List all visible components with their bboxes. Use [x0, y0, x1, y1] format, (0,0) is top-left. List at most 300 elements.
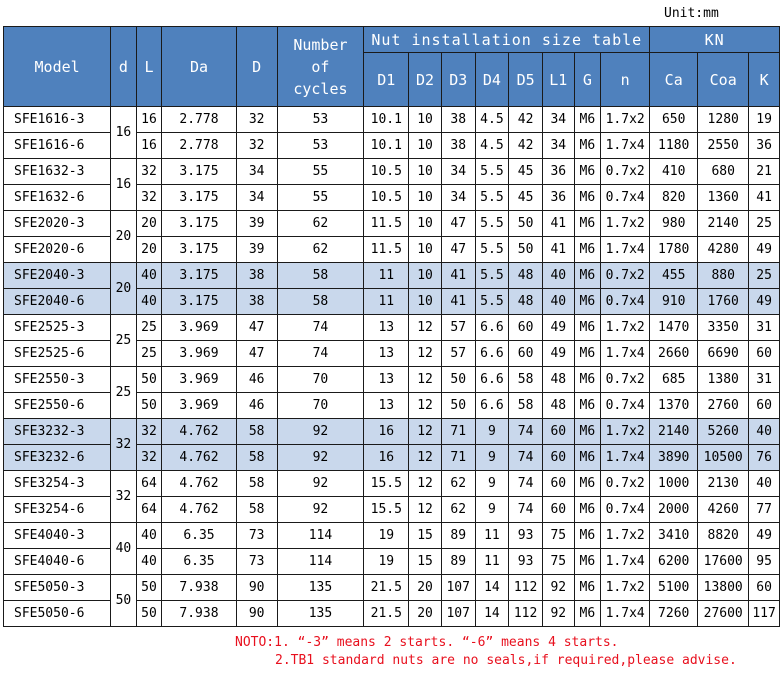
cell-cycles: 92 [277, 497, 364, 523]
cell-n: 0.7x2 [601, 263, 650, 289]
cell-L: 20 [136, 211, 162, 237]
cell-D1: 11.5 [364, 211, 409, 237]
cell-G: M6 [574, 341, 601, 367]
cell-D1: 11.5 [364, 237, 409, 263]
cell-K: 49 [749, 289, 780, 315]
cell-model: SFE1616-6 [4, 133, 111, 159]
cell-D1: 10.1 [364, 107, 409, 133]
cell-cycles: 114 [277, 523, 364, 549]
cell-D1: 13 [364, 315, 409, 341]
cell-D: 47 [236, 341, 277, 367]
cell-D3: 41 [441, 263, 475, 289]
cell-G: M6 [574, 523, 601, 549]
cell-G: M6 [574, 601, 601, 627]
cell-K: 40 [749, 419, 780, 445]
cell-L1: 36 [542, 185, 574, 211]
cell-D1: 13 [364, 393, 409, 419]
cell-D1: 15.5 [364, 471, 409, 497]
table-row [4, 315, 780, 341]
cell-D1: 10.5 [364, 159, 409, 185]
cell-D4: 6.6 [475, 341, 509, 367]
cell-D2: 20 [409, 575, 442, 601]
cell-Ca: 2140 [650, 419, 698, 445]
cell-model: SFE3254-3 [4, 471, 111, 497]
cell-cycles: 70 [277, 367, 364, 393]
cell-Ca: 650 [650, 107, 698, 133]
cell-Ca: 5100 [650, 575, 698, 601]
cell-Da: 3.175 [162, 211, 237, 237]
cell-L1: 75 [542, 549, 574, 575]
cell-Da: 3.175 [162, 237, 237, 263]
cell-Coa: 4260 [698, 497, 749, 523]
cell-Ca: 3410 [650, 523, 698, 549]
cell-L1: 75 [542, 523, 574, 549]
cell-model: SFE2550-6 [4, 393, 111, 419]
cell-Coa: 2760 [698, 393, 749, 419]
cell-D1: 16 [364, 419, 409, 445]
cell-L1: 60 [542, 471, 574, 497]
cell-D4: 9 [475, 419, 509, 445]
col-header-Ca: Ca [650, 53, 698, 107]
cell-Ca: 980 [650, 211, 698, 237]
cell-model: SFE5050-6 [4, 601, 111, 627]
cell-cycles: 62 [277, 211, 364, 237]
cell-Ca: 2660 [650, 341, 698, 367]
cell-Coa: 1380 [698, 367, 749, 393]
cell-D3: 34 [441, 185, 475, 211]
cell-L1: 41 [542, 211, 574, 237]
cell-K: 25 [749, 263, 780, 289]
cell-Coa: 1760 [698, 289, 749, 315]
cell-Ca: 910 [650, 289, 698, 315]
cell-D2: 12 [409, 445, 442, 471]
cell-D4: 14 [475, 601, 509, 627]
cell-K: 25 [749, 211, 780, 237]
cell-D3: 47 [441, 237, 475, 263]
cell-Da: 2.778 [162, 107, 237, 133]
cell-cycles: 74 [277, 315, 364, 341]
cell-D3: 107 [441, 601, 475, 627]
cell-D1: 13 [364, 341, 409, 367]
cell-n: 1.7x2 [601, 419, 650, 445]
col-header-D4: D4 [475, 53, 509, 107]
cell-n: 1.7x2 [601, 523, 650, 549]
cell-Ca: 2000 [650, 497, 698, 523]
cell-d: 20 [111, 263, 137, 315]
col-header-Coa: Coa [698, 53, 749, 107]
cell-Da: 4.762 [162, 419, 237, 445]
cell-cycles: 58 [277, 289, 364, 315]
cell-n: 0.7x4 [601, 497, 650, 523]
cell-model: SFE1632-6 [4, 185, 111, 211]
cell-Da: 7.938 [162, 601, 237, 627]
cell-D2: 10 [409, 237, 442, 263]
cell-Ca: 820 [650, 185, 698, 211]
cell-G: M6 [574, 445, 601, 471]
cell-D1: 13 [364, 367, 409, 393]
cell-D: 38 [236, 289, 277, 315]
cell-G: M6 [574, 497, 601, 523]
cell-G: M6 [574, 315, 601, 341]
cell-G: M6 [574, 367, 601, 393]
cell-D5: 112 [509, 575, 543, 601]
cell-Coa: 3350 [698, 315, 749, 341]
cell-D5: 48 [509, 289, 543, 315]
cell-D2: 12 [409, 497, 442, 523]
cell-D3: 57 [441, 315, 475, 341]
cell-D3: 50 [441, 393, 475, 419]
cell-G: M6 [574, 211, 601, 237]
cell-Ca: 1180 [650, 133, 698, 159]
cell-D: 46 [236, 393, 277, 419]
cell-L: 40 [136, 549, 162, 575]
cell-D1: 11 [364, 263, 409, 289]
cell-D1: 11 [364, 289, 409, 315]
cell-G: M6 [574, 575, 601, 601]
cell-model: SFE2525-6 [4, 341, 111, 367]
cell-n: 0.7x4 [601, 289, 650, 315]
cell-cycles: 55 [277, 185, 364, 211]
cell-L: 64 [136, 471, 162, 497]
cell-D5: 74 [509, 471, 543, 497]
cell-L: 50 [136, 367, 162, 393]
cell-D1: 10.1 [364, 133, 409, 159]
cell-D3: 71 [441, 419, 475, 445]
cell-D2: 10 [409, 185, 442, 211]
cell-D3: 62 [441, 471, 475, 497]
cell-L: 32 [136, 419, 162, 445]
cell-D5: 60 [509, 315, 543, 341]
cell-model: SFE1632-3 [4, 159, 111, 185]
cell-D3: 71 [441, 445, 475, 471]
col-header-D5: D5 [509, 53, 543, 107]
cell-model: SFE2525-3 [4, 315, 111, 341]
cycles-label-line1: Number [293, 35, 348, 54]
col-header-D1: D1 [364, 53, 409, 107]
cell-L: 16 [136, 133, 162, 159]
col-header-number-of-cycles [277, 27, 364, 107]
cell-Ca: 685 [650, 367, 698, 393]
cell-L1: 49 [542, 315, 574, 341]
cell-L1: 60 [542, 419, 574, 445]
cell-D2: 10 [409, 107, 442, 133]
cell-D5: 60 [509, 341, 543, 367]
cell-D: 58 [236, 471, 277, 497]
cell-model: SFE2020-6 [4, 237, 111, 263]
cell-D5: 50 [509, 237, 543, 263]
cell-n: 1.7x4 [601, 549, 650, 575]
cell-n: 1.7x2 [601, 575, 650, 601]
cell-n: 1.7x4 [601, 445, 650, 471]
cell-G: M6 [574, 419, 601, 445]
cell-K: 40 [749, 471, 780, 497]
cell-n: 1.7x2 [601, 315, 650, 341]
cell-Da: 3.969 [162, 315, 237, 341]
cell-D4: 5.5 [475, 211, 509, 237]
cell-cycles: 70 [277, 393, 364, 419]
cell-L: 40 [136, 289, 162, 315]
cell-D4: 5.5 [475, 289, 509, 315]
cell-model: SFE5050-3 [4, 575, 111, 601]
cell-K: 60 [749, 575, 780, 601]
cell-D4: 5.5 [475, 263, 509, 289]
note-line-2: 2.TB1 standard nuts are no seals,if required,please advise. [275, 653, 737, 668]
cell-Ca: 455 [650, 263, 698, 289]
cell-D5: 45 [509, 159, 543, 185]
cell-D5: 48 [509, 263, 543, 289]
cell-cycles: 74 [277, 341, 364, 367]
cell-L1: 36 [542, 159, 574, 185]
cell-D: 58 [236, 445, 277, 471]
cell-D4: 4.5 [475, 133, 509, 159]
cell-Coa: 6690 [698, 341, 749, 367]
cell-G: M6 [574, 549, 601, 575]
cell-D4: 11 [475, 523, 509, 549]
col-header-Da: Da [162, 27, 237, 107]
cell-model: SFE3232-6 [4, 445, 111, 471]
cell-cycles: 58 [277, 263, 364, 289]
cell-cycles: 62 [277, 237, 364, 263]
cell-L1: 92 [542, 601, 574, 627]
cell-Da: 4.762 [162, 471, 237, 497]
cell-D2: 12 [409, 419, 442, 445]
table-body [4, 107, 780, 627]
cell-D3: 57 [441, 341, 475, 367]
cell-Coa: 1360 [698, 185, 749, 211]
cell-L: 50 [136, 601, 162, 627]
cell-cycles: 55 [277, 159, 364, 185]
cell-K: 60 [749, 393, 780, 419]
cell-d: 25 [111, 367, 137, 419]
cell-D: 34 [236, 185, 277, 211]
cell-D3: 47 [441, 211, 475, 237]
cell-Ca: 1780 [650, 237, 698, 263]
cell-D5: 58 [509, 393, 543, 419]
cell-D5: 74 [509, 445, 543, 471]
cell-L1: 34 [542, 133, 574, 159]
cell-n: 0.7x2 [601, 471, 650, 497]
ball-screw-spec-table [3, 26, 780, 627]
cell-Coa: 27600 [698, 601, 749, 627]
cell-D4: 6.6 [475, 367, 509, 393]
cell-D3: 89 [441, 549, 475, 575]
cell-K: 41 [749, 185, 780, 211]
cell-L1: 34 [542, 107, 574, 133]
cell-D1: 19 [364, 549, 409, 575]
cell-Da: 6.35 [162, 523, 237, 549]
cell-D1: 19 [364, 523, 409, 549]
cell-cycles: 135 [277, 601, 364, 627]
cell-D4: 5.5 [475, 237, 509, 263]
cell-L1: 48 [542, 393, 574, 419]
cell-Ca: 1370 [650, 393, 698, 419]
cell-Ca: 1470 [650, 315, 698, 341]
cell-L: 25 [136, 315, 162, 341]
cell-L: 20 [136, 237, 162, 263]
group-header-kn: KN [650, 27, 780, 53]
cell-n: 1.7x4 [601, 237, 650, 263]
cell-D3: 38 [441, 133, 475, 159]
cell-D: 90 [236, 575, 277, 601]
cell-cycles: 114 [277, 549, 364, 575]
cell-K: 21 [749, 159, 780, 185]
cell-K: 19 [749, 107, 780, 133]
cell-Da: 3.175 [162, 289, 237, 315]
cell-L: 32 [136, 185, 162, 211]
cell-K: 49 [749, 237, 780, 263]
cell-d: 25 [111, 315, 137, 367]
cell-D: 39 [236, 237, 277, 263]
cell-D: 32 [236, 107, 277, 133]
cycles-label-line2: of [311, 57, 330, 76]
cell-D: 46 [236, 367, 277, 393]
cell-L: 50 [136, 393, 162, 419]
cell-d: 16 [111, 159, 137, 211]
cell-L1: 48 [542, 367, 574, 393]
cell-D3: 50 [441, 367, 475, 393]
col-header-n: n [601, 53, 650, 107]
cell-Da: 3.175 [162, 185, 237, 211]
table-row [4, 419, 780, 445]
cell-Coa: 4280 [698, 237, 749, 263]
group-header-nut-installation: Nut installation size table [364, 27, 650, 53]
cell-d: 32 [111, 419, 137, 471]
cell-D: 58 [236, 497, 277, 523]
cell-D2: 12 [409, 341, 442, 367]
table-row [4, 575, 780, 601]
cell-D2: 10 [409, 289, 442, 315]
cell-L: 16 [136, 107, 162, 133]
cell-G: M6 [574, 471, 601, 497]
cell-D4: 6.6 [475, 393, 509, 419]
cell-K: 36 [749, 133, 780, 159]
cell-D2: 20 [409, 601, 442, 627]
cell-D: 34 [236, 159, 277, 185]
cell-D: 39 [236, 211, 277, 237]
cell-n: 1.7x4 [601, 341, 650, 367]
cell-model: SFE2040-3 [4, 263, 111, 289]
cell-D2: 10 [409, 159, 442, 185]
cell-L1: 41 [542, 237, 574, 263]
cell-K: 76 [749, 445, 780, 471]
cell-Da: 3.175 [162, 263, 237, 289]
cell-Coa: 10500 [698, 445, 749, 471]
cell-K: 49 [749, 523, 780, 549]
cell-D: 47 [236, 315, 277, 341]
cell-D3: 34 [441, 159, 475, 185]
cell-D3: 38 [441, 107, 475, 133]
cell-L1: 60 [542, 445, 574, 471]
cell-cycles: 53 [277, 107, 364, 133]
cell-Da: 3.969 [162, 393, 237, 419]
cell-D4: 9 [475, 471, 509, 497]
cell-K: 31 [749, 315, 780, 341]
cell-Coa: 680 [698, 159, 749, 185]
cell-D2: 12 [409, 315, 442, 341]
cell-d: 40 [111, 523, 137, 575]
cell-model: SFE4040-3 [4, 523, 111, 549]
cell-D2: 12 [409, 393, 442, 419]
table-row [4, 107, 780, 133]
cell-D1: 10.5 [364, 185, 409, 211]
cell-cycles: 53 [277, 133, 364, 159]
cell-d: 50 [111, 575, 137, 627]
cell-L1: 40 [542, 263, 574, 289]
cell-d: 20 [111, 211, 137, 263]
cell-D4: 9 [475, 497, 509, 523]
cell-D4: 6.6 [475, 315, 509, 341]
cell-D2: 10 [409, 263, 442, 289]
cell-model: SFE1616-3 [4, 107, 111, 133]
cell-D: 73 [236, 549, 277, 575]
cell-Coa: 17600 [698, 549, 749, 575]
cell-G: M6 [574, 133, 601, 159]
cell-Da: 4.762 [162, 445, 237, 471]
cell-G: M6 [574, 185, 601, 211]
cell-G: M6 [574, 393, 601, 419]
cell-L1: 49 [542, 341, 574, 367]
cell-cycles: 92 [277, 445, 364, 471]
cell-D2: 10 [409, 211, 442, 237]
cell-Ca: 1000 [650, 471, 698, 497]
cell-D2: 12 [409, 471, 442, 497]
cell-K: 95 [749, 549, 780, 575]
col-header-L1: L1 [542, 53, 574, 107]
cell-D4: 4.5 [475, 107, 509, 133]
table-row [4, 523, 780, 549]
cell-K: 60 [749, 341, 780, 367]
cell-D: 32 [236, 133, 277, 159]
cell-n: 1.7x4 [601, 133, 650, 159]
cell-Ca: 410 [650, 159, 698, 185]
cell-D5: 74 [509, 497, 543, 523]
cell-D: 73 [236, 523, 277, 549]
cell-Da: 4.762 [162, 497, 237, 523]
cell-D4: 11 [475, 549, 509, 575]
cell-L: 32 [136, 445, 162, 471]
table-row [4, 159, 780, 185]
cell-L: 50 [136, 575, 162, 601]
cell-n: 0.7x4 [601, 393, 650, 419]
cell-D5: 74 [509, 419, 543, 445]
col-header-model: Model [4, 27, 111, 107]
cell-D1: 21.5 [364, 601, 409, 627]
cell-D5: 58 [509, 367, 543, 393]
cell-model: SFE2040-6 [4, 289, 111, 315]
cell-D2: 10 [409, 133, 442, 159]
cell-D3: 41 [441, 289, 475, 315]
cell-G: M6 [574, 159, 601, 185]
cell-model: SFE2550-3 [4, 367, 111, 393]
cell-Ca: 7260 [650, 601, 698, 627]
cell-n: 0.7x2 [601, 159, 650, 185]
cell-K: 31 [749, 367, 780, 393]
table-row [4, 471, 780, 497]
cell-Coa: 2130 [698, 471, 749, 497]
cell-cycles: 92 [277, 471, 364, 497]
cell-model: SFE3232-3 [4, 419, 111, 445]
cell-n: 1.7x2 [601, 211, 650, 237]
footnotes [235, 634, 737, 670]
cell-G: M6 [574, 107, 601, 133]
cell-Da: 6.35 [162, 549, 237, 575]
cell-D1: 15.5 [364, 497, 409, 523]
cell-L1: 92 [542, 575, 574, 601]
cell-model: SFE4040-6 [4, 549, 111, 575]
cell-G: M6 [574, 237, 601, 263]
cell-n: 0.7x2 [601, 367, 650, 393]
cell-L: 64 [136, 497, 162, 523]
